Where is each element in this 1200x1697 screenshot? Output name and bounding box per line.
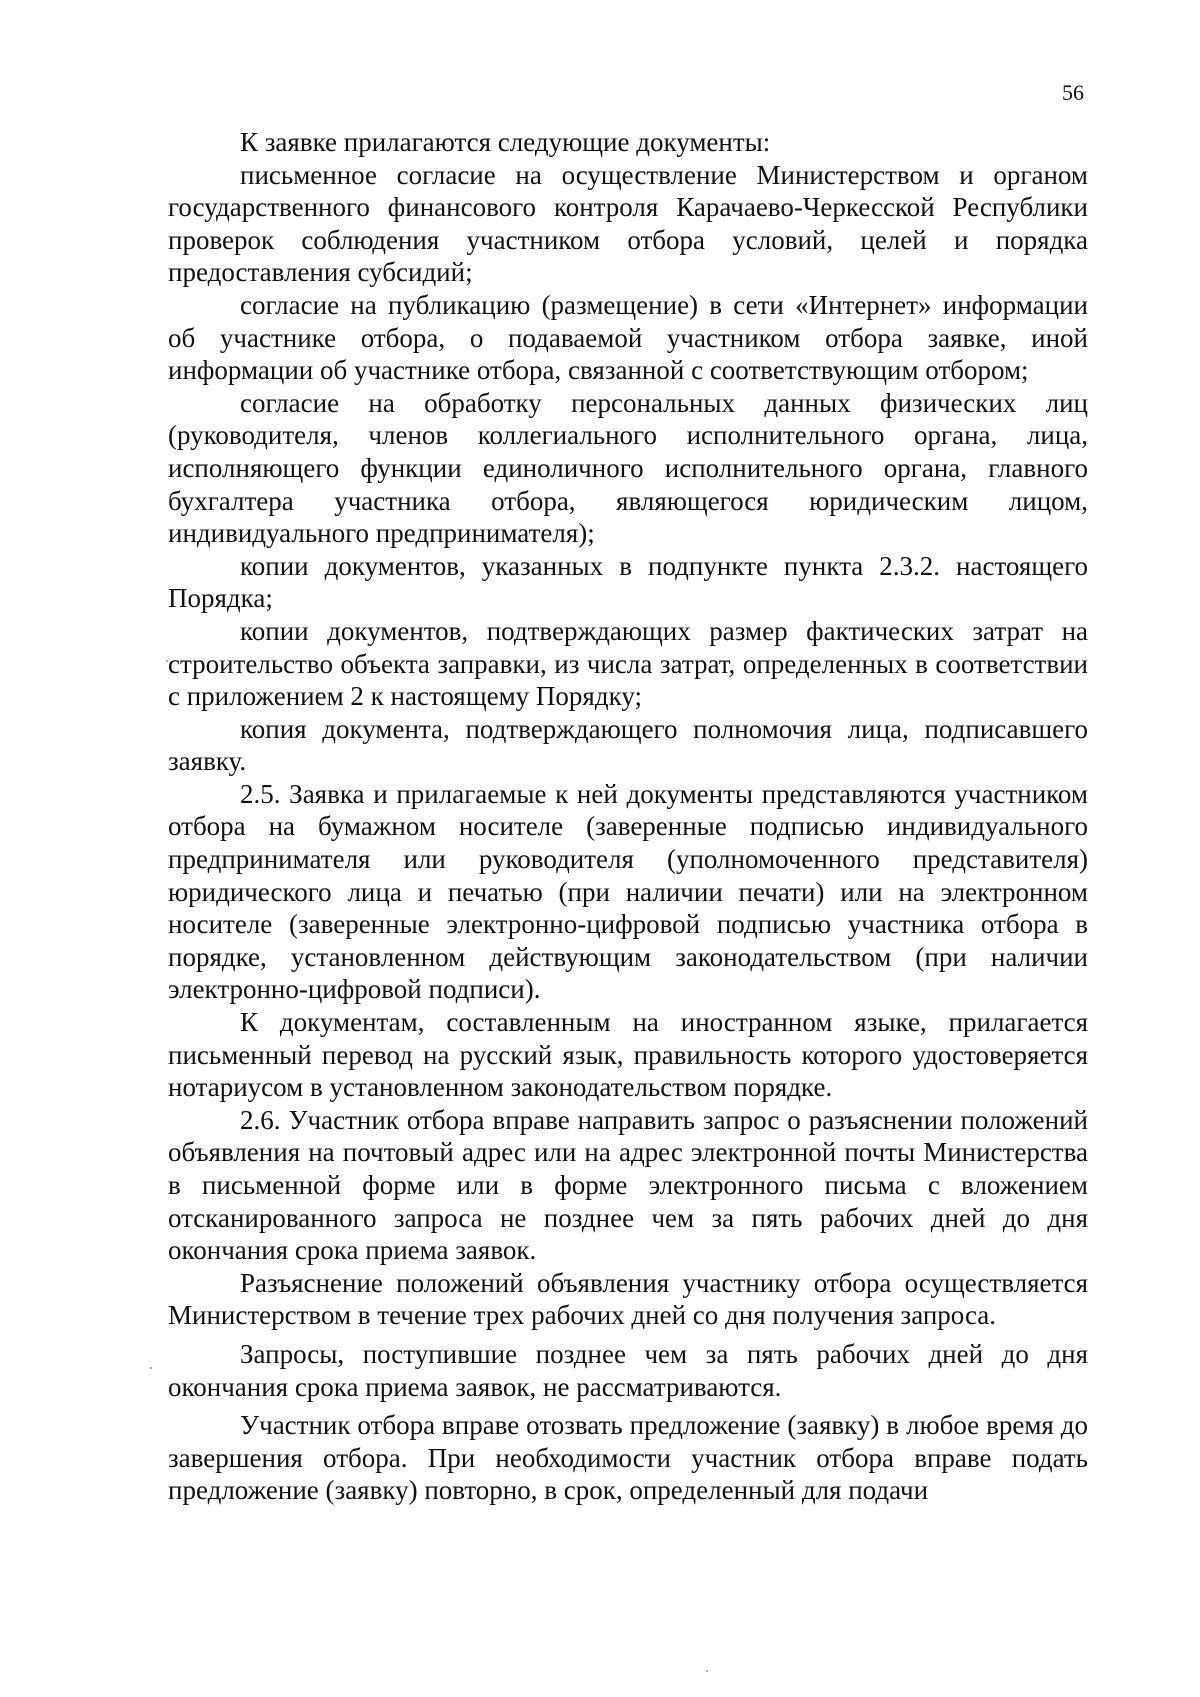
paragraph-authority-document: копия документа, подтверждающего полномочия лица, подписавшего заявку. <box>168 713 1088 777</box>
paragraph-attachments-intro: К заявке прилагаются следующие документы: <box>240 127 771 157</box>
paragraph-foreign-language: К документам, составленным на иностранном языке, прилагается письменный перевод на русский язык, правильность которого удостоверяется нотариусом в установленном законодательством порядке. <box>168 1007 1088 1103</box>
scan-speck <box>150 1367 152 1369</box>
scan-speck <box>706 1670 708 1672</box>
paragraph-late-requests: Запросы, поступившие позднее чем за пять рабочих дней до дня окончания срока приема заявок, не рассматриваются. <box>168 1338 1088 1402</box>
document-body <box>168 126 1088 1507</box>
paragraph-written-consent: письменное согласие на осуществление Министерством и органом государственного финансового контроля Карачаево-Черкесской Республики проверок соблюдения участником отбора условий, целей и порядка предоставления субсидий; <box>168 159 1088 288</box>
paragraph-section-2-5: 2.5. Заявка и прилагаемые к ней документы представляются участником отбора на бумажном носителе (заверенные подписью индивидуального предпринимателя или руководителя (уполномоченного представителя) юридического лица и печатью (при наличии печати) или на электронном носителе (заверенные электронно-цифровой подписью участника отбора в порядке, установленном действующим законодательством (при наличии электронно-цифровой подписи). <box>168 778 1088 1005</box>
paragraph-clarification: Разъяснение положений объявления участнику отбора осуществляется Министерством в течение трех рабочих дней со дня получения запроса. <box>168 1267 1088 1331</box>
scan-speck <box>166 660 168 662</box>
paragraph-cost-documents: копии документов, подтверждающих размер фактических затрат на строительство объекта заправки, из числа затрат, определенных в соответствии с приложением 2 к настоящему Порядку; <box>168 615 1088 712</box>
paragraph-section-2-6: 2.6. Участник отбора вправе направить запрос о разъяснении положений объявления на почтовый адрес или на адрес электронной почты Министерства в письменной форме или в форме электронного письма с вложением отсканированного запроса не позднее чем за пять рабочих дней до дня окончания срока приема заявок. <box>168 1104 1088 1266</box>
paragraph-personal-data-consent: согласие на обработку персональных данных физических лиц (руководителя, членов коллегиального исполнительного органа, лица, исполняющего функции единоличного исполнительного органа, главного бухгалтера участника отбора, являющегося юридическим лицом, индивидуального предпринимателя); <box>168 387 1088 549</box>
paragraph-withdrawal: Участник отбора вправе отозвать предложение (заявку) в любое время до завершения отбора. При необходимости участник отбора вправе подать предложение (заявку) повторно, в срок, определенный для подачи <box>168 1410 1088 1506</box>
page-number: 56 <box>1062 80 1084 105</box>
paragraph-publication-consent: согласие на публикацию (размещение) в сети «Интернет» информации об участнике отбора, о подаваемой участником отбора заявке, иной информации об участнике отбора, связанной с соответствующим отбором; <box>168 289 1088 386</box>
paragraph-document-copies: копии документов, указанных в подпункте пункта 2.3.2. настоящего Порядка; <box>168 550 1088 614</box>
